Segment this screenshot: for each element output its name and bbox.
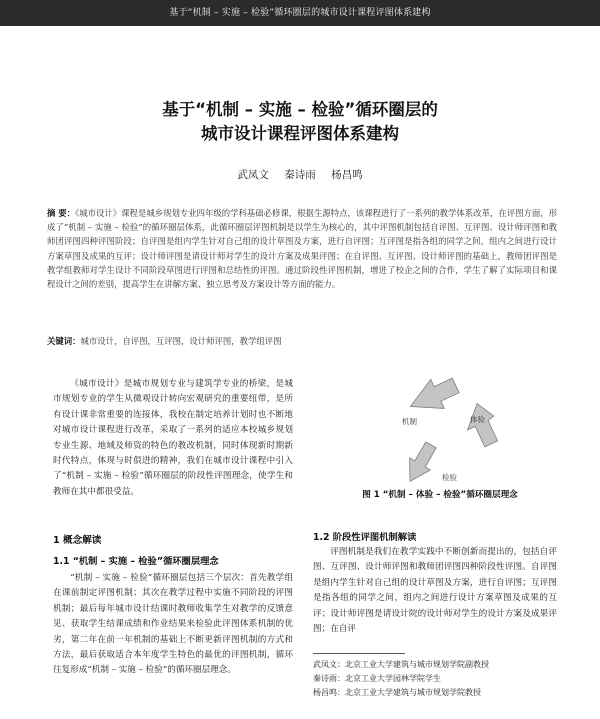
paper-title-line2: 城市设计课程评图体系建构 — [201, 124, 399, 143]
section-1-1-paragraph: “机制 – 实施 – 检验”循环圈层包括三个层次：首先教学组在课前制定评图机制；其次在教学过程中实施不同阶段的评图机制；最后每年城市设计结课时教师收集学生对教学的反馈意见、获取学生结课成绩和作业结果来检验此评图体系机制的优劣，第二年在前一年机制的基础上不断更新评图机制的方式和方法，最后获取适合本年度学生特色的最优的评图机制，循环往复形成“机制 – 实施 – 检验”的循环圈层理念。 — [53, 573, 293, 676]
footnote-divider — [313, 653, 405, 654]
author-list — [0, 167, 600, 182]
label-mechanism: 机制 — [402, 417, 417, 426]
author-1: 武凤文 — [237, 169, 269, 181]
keywords — [47, 334, 557, 348]
author-footnotes — [313, 658, 563, 699]
abstract — [47, 206, 557, 291]
figure-caption: 图 1 “机制 – 体验 – 检验”循环圈层理念 — [362, 490, 518, 500]
arrow-left-shape — [400, 439, 442, 486]
intro-paragraph: 《城市设计》是城市规划专业与建筑学专业的桥梁，是城市规划专业的学生从微观设计转向宏观研究的重要纽带，是所有设计课非常重要的连接体，我校在制定培养计划时也不断地对城市设计课程进行改革，采取了一系列的适应本校城乡规划专业生源、地域及师资的特色的教改机制，同时体现新时期新时代特点，体现与时俱进的精神，我们在城市设计课程中引入了“机制 – 实施 – 检验”循环圈层的阶段性评图理念，使学生和教师在其中都很受益。 — [53, 379, 293, 497]
section-1-2-paragraph: 评图机制是我们在教学实践中不断创新而提出的，包括自评图、互评图、设计师评图和教师团评图四种阶段性评图。自评图是组内学生针对自己组的设计草图及方案，进行自评图；互评图是指各组的同学之间，组内之间进行设计方案草图及成果的互评；设计师评图是请设计院的设计师对学生的设计方案及成果评图；在自评 — [313, 547, 557, 635]
paper-title-line1: 基于“机制 – 实施 – 检验”循环圈层的 — [162, 100, 438, 119]
section-1-2-body — [313, 545, 557, 637]
arrow-top-shape — [404, 371, 463, 421]
intro-column — [53, 377, 293, 500]
running-header: 基于“机制 – 实施 – 检验”循环圈层的城市设计课程评图体系建构 — [0, 0, 600, 26]
cycle-diagram-svg — [320, 366, 560, 486]
arrow-right — [464, 404, 507, 451]
author-2: 秦诗雨 — [284, 169, 316, 181]
label-inspection: 检验 — [442, 473, 457, 482]
section-1-heading: 1 概念解读 — [53, 535, 102, 546]
section-1-1-body — [53, 571, 293, 679]
abstract-text: 《城市设计》课程是城乡规划专业四年级的学科基础必修课，根据生源特点，该课程进行了一系列的教学体系改革，在评图方面，形成了“机制 – 实施 – 检验”的循环圈层体系，此循环圈层评图机制是以学生为核心的，其中评图机制包括自评图、互评图、设计师评图和教师团评图四种评图阶段；自评图是组内学生针对自己组的设计草图及方案，进行自评图；互评图是指各组的同学之间，组内之间进行设计方案草图及成果的互评；设计师评图是请设计师对学生的设计方案及成果评图；在自评图、互评图、设计师评图的基础上，教师团评图是教学组教师对学生设计不同阶段草图进行评图和总结性的评图。通过阶段性评图机制，增进了校企之间的合作，学生了解了实际项目和课程设计之间的差别，提高学生在讲解方案、独立思考及方案设计等方面的能力。 — [47, 208, 557, 290]
label-implementation: 体验 — [470, 415, 485, 424]
keywords-label: 关键词： — [47, 336, 81, 346]
section-1-2-heading: 1.2 阶段性评图机制解读 — [313, 532, 417, 543]
author-3: 杨昌鸣 — [331, 169, 363, 181]
cycle-diagram — [320, 366, 560, 498]
footnote-2: 秦诗雨：北京工业大学园林学院学生 — [313, 673, 441, 683]
footnote-1: 武凤文：北京工业大学建筑与城市规划学院副教授 — [313, 660, 489, 669]
keywords-text: 城市设计，自评图，互评图，设计师评图，教学组评图 — [80, 336, 282, 346]
abstract-label: 摘 要： — [47, 208, 76, 218]
footnote-3: 杨昌鸣：北京工业大学建筑与城市规划学院教授 — [313, 687, 481, 697]
arrow-right-shape — [464, 404, 507, 451]
section-1-1-heading: 1.1 “机制 – 实施 – 检验”循环圈层理念 — [53, 556, 219, 567]
arrow-left — [400, 439, 442, 486]
arrow-top — [404, 371, 463, 421]
